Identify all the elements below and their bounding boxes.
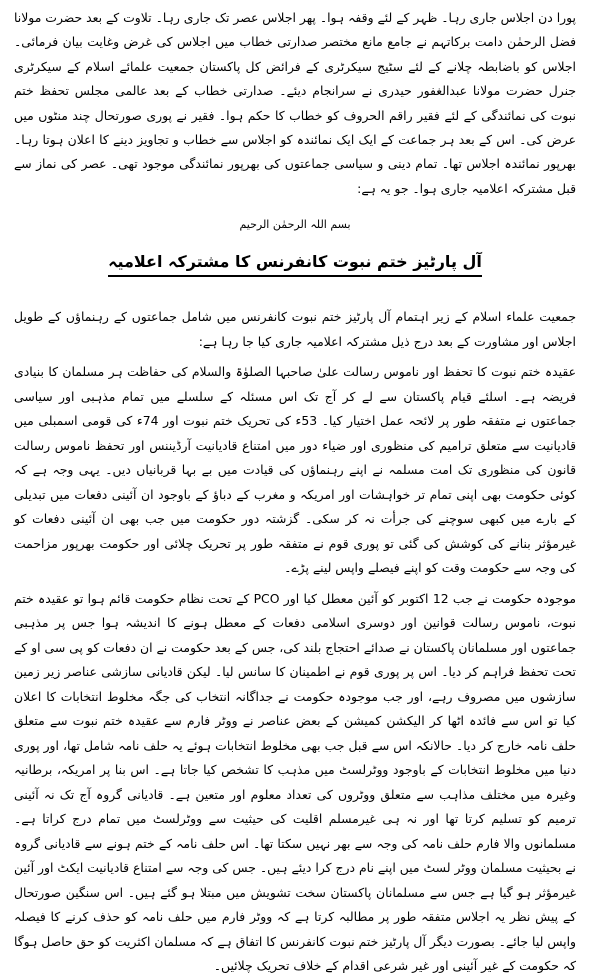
declaration-heading: آل پارٹیز ختم نبوت کانفرنس کا مشترکہ اعلامیہ bbox=[108, 251, 482, 277]
body-paragraph-3: موجودہ حکومت نے جب 12 اکتوبر کو آئین معطل کیا اور PCO کے تحت نظام حکومت قائم ہوا تو عقیدہ ختم نبوت، ناموس رسالت قوانین اور دوسری اسلامی دفعات کے معطل ہونے کا اندیشہ ہوا جس پر مذہبی جماعتوں اور مسلمانان پاکستان نے صدائے احتجاج بلند کی، جس کے بعد حکومت نے ان دفعات کو پی سی او کے تحت تحفظ فراہم کر دیا۔ اس پر پوری قوم نے اطمینان کا سانس لیا۔ لیکن قادیانی سازشی عناصر زیر زمین سازشوں میں مصروف رہے، اور جب موجودہ حکومت نے جداگانہ انتخاب کی جگہ مخلوط انتخابات کا اعلان کیا تو اس سے فائدہ اٹھا کر الیکشن کمیشن کے بعض عناصر نے ووٹر فارم سے عقیدہ ختم نبوت سے متعلق حلف نامہ خارج کر دیا۔ حالانکہ اس سے قبل جب بھی مخلوط انتخابات ہوئے یہ حلف نامہ شامل تھا، اور پوری دنیا میں مخلوط انتخابات کے باوجود ووٹرلسٹ میں مذہب کا تشخص کیا جاتا ہے۔ اس بنا پر امریکہ، برطانیہ وغیرہ میں مختلف مذاہب سے متعلق ووٹروں کی تعداد معلوم اور متعین ہے۔ قادیانی گروہ آج تک نہ آئینی ترمیم کو تسلیم کرتا تھا اور نہ ہی غیرمسلم اقلیت کی حیثیت سے ووٹرلسٹ میں تمام درج کراتا ہے۔ مسلمانوں والا فارم حلف نامہ کی وجہ سے بھر نہیں سکتا تھا۔ اس حلف نامہ کے ختم ہونے سے قادیانی گروہ نے بحیثیت مسلمان ووٹر لسٹ میں اپنے نام درج کرا دیئے ہیں۔ جس کی وجہ سے امتناع قادیانیت ایکٹ اور آئین غیرمؤثر ہو گیا ہے جس سے مسلمانان پاکستان سخت تشویش میں مبتلا ہو گئے ہیں۔ اس سنگین صورتحال کے پیش نظر یہ اجلاس متفقہ طور پر مطالبہ کرتا ہے کہ ووٹر فارم میں حلف نامہ کو حذف کرنے کا فیصلہ واپس لیا جائے۔ بصورت دیگر آل پارٹیز ختم نبوت کانفرنس کا اتفاق ہے کہ مسلمان اکثریت کو حق حاصل ہوگا کہ حکومت کے غیر آئینی اور غیر شرعی اقدام کے خلاف تحریک چلائیں۔ bbox=[14, 590, 577, 974]
bismillah-line: بسم اللہ الرحمٰن الرحیم bbox=[239, 218, 351, 232]
body-paragraph-1: جمعیت علماء اسلام کے زیر اہتمام آل پارٹیز ختم نبوت کانفرنس میں شامل جماعتوں کے رہنماؤں کے طویل اجلاس اور مشاورت کے بعد درج ذیل مشترکہ اعلامیہ جاری کیا جا رہا ہے: bbox=[14, 309, 576, 349]
intro-paragraph: پورا دن اجلاس جاری رہا۔ ظہر کے لئے وقفہ ہوا۔ پھر اجلاس عصر تک جاری رہا۔ تلاوت کے بعد حضرت مولانا فضل الرحمٰن دامت برکاتہم نے جامع مانع مختصر صدارتی خطاب میں اجلاس کی غرض وغایت بیان فرمائی۔ اجلاس کو باضابطہ چلانے کے لئے سٹیج سیکرٹری کے فرائض کل پاکستان جمعیت علمائے اسلام کے سیکرٹری جنرل حضرت مولانا عبدالغفور حیدری نے سرانجام دیئے۔ صدارتی خطاب کے بعد عالمی مجلس تحفظ ختم نبوت کی نمائندگی کے لئے فقیر راقم الحروف کو خطاب کا حکم ہوا۔ فقیر نے پوری صورتحال چند منٹوں میں عرض کی۔ اس کے بعد ہر جماعت کے ایک ایک نمائندہ کو اجلاس سے خطاب و تجاویز دینے کا اعلان ہوتا رہا۔ بھرپور نمائندہ اجلاس تھا۔ تمام دینی و سیاسی جماعتوں کی بھرپور نمائندگی موجود تھی۔ عصر کی نماز سے قبل مشترکہ اعلامیہ جاری ہوا۔ جو یہ ہے: bbox=[14, 10, 576, 196]
body-paragraph-2: عقیدہ ختم نبوت کا تحفظ اور ناموس رسالت علیٰ صاحبہا الصلوٰۃ والسلام کی حفاظت ہر مسلمان کا بنیادی فریضہ ہے۔ اسلئے قیام پاکستان سے لے کر آج تک اس مسئلہ کے سلسلے میں تمام مذہبی اور سیاسی جماعتوں نے متفقہ طور پر لائحہ عمل اختیار کیا۔ 53ء کی تحریک ختم نبوت اور 74ء کی قومی اسمبلی میں قادیانیت سے متعلق ترامیم کی منظوری اور ضیاء دور میں امتناع قادیانیت آرڈیننس اور تحفظ ناموس رسالت قانون کی منظوری تک امت مسلمہ نے اپنے رہنماؤں کی قیادت میں بے بہا قربانیاں دیں۔ یہی وجہ ہے کہ کوئی حکومت بھی اپنی تمام تر خواہشات اور امریکہ و مغرب کے دباؤ کے باوجود ان آئینی دفعات میں تبدیلی کے بارے میں کبھی سوچنے کی جرأت نہ کر سکی۔ گزشتہ دور حکومت میں جب بھی ان آئینی دفعات کو غیرمؤثر بنانے کی کوشش کی گئی تو پوری قوم نے متفقہ طور پر تحریک چلائی اور حکومت بھرپور مزاحمت کی وجہ سے حکومت وقت کو اپنے فیصلے واپس لینے پڑے۔ bbox=[14, 364, 576, 576]
spacer bbox=[14, 287, 576, 305]
heading-container bbox=[14, 251, 576, 287]
